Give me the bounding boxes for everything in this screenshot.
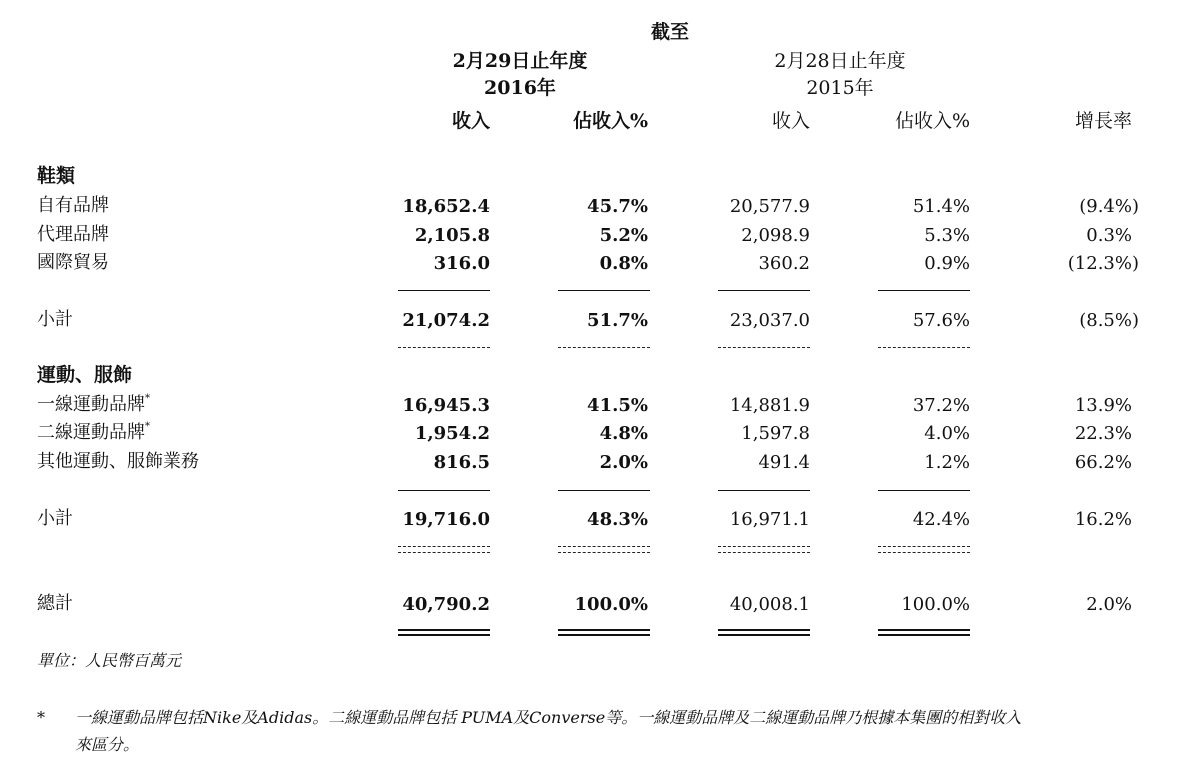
pct-2016: 41.5% [587, 395, 648, 416]
unit-note: 單位：人民幣百萬元 [37, 651, 182, 670]
revenue-2016: 316.0 [433, 253, 490, 274]
rule [398, 490, 490, 491]
double-rule [398, 629, 490, 631]
rule [718, 290, 810, 291]
period-2015-label: 2月28日止年度 [774, 50, 906, 72]
revenue-2015: 14,881.9 [729, 395, 810, 416]
row-label: 總計 [37, 593, 73, 614]
pct-2015: 100.0% [901, 594, 970, 615]
double-rule [558, 629, 650, 631]
footnote-line-2: 來區分。 [75, 735, 140, 754]
row-label: 小計 [37, 508, 73, 529]
revenue-2016: 21,074.2 [402, 310, 490, 331]
row-label: 代理品牌 [37, 224, 109, 245]
pct-2016: 45.7% [587, 196, 648, 217]
pct-2016: 2.0% [599, 452, 648, 473]
revenue-2016: 16,945.3 [402, 395, 490, 416]
as-of-header: 截至 [650, 21, 689, 43]
revenue-2015: 23,037.0 [729, 310, 810, 331]
footnote-mark: * [145, 393, 150, 404]
rule [558, 490, 650, 491]
growth-rate: (8.5%) [1079, 310, 1139, 331]
dashed-rule [718, 347, 810, 348]
dashed-rule [558, 546, 650, 547]
dashed-rule [398, 552, 490, 553]
rule [398, 290, 490, 291]
footnote-mark: * [37, 708, 45, 727]
period-2015-year: 2015年 [806, 77, 874, 99]
pct-2016: 0.8% [599, 253, 648, 274]
double-rule [718, 629, 810, 631]
revenue-2015: 1,597.8 [741, 423, 810, 444]
pct-2015: 42.4% [912, 509, 970, 530]
dashed-rule [718, 546, 810, 547]
dashed-rule [878, 546, 970, 547]
col-header-revenue-2015: 收入 [771, 110, 810, 132]
growth-rate: 16.2% [1074, 509, 1132, 530]
revenue-2016: 19,716.0 [402, 509, 490, 530]
double-rule [558, 634, 650, 636]
revenue-2015: 360.2 [758, 253, 810, 274]
double-rule [878, 634, 970, 636]
revenue-2015: 40,008.1 [729, 594, 810, 615]
row-label: 小計 [37, 309, 73, 330]
revenue-2016: 816.5 [433, 452, 490, 473]
double-rule [718, 634, 810, 636]
section-title-footwear: 鞋類 [37, 165, 76, 187]
revenue-2015: 2,098.9 [741, 225, 810, 246]
revenue-2015: 16,971.1 [729, 509, 810, 530]
row-label [37, 421, 150, 443]
revenue-2015: 20,577.9 [729, 196, 810, 217]
revenue-2016: 18,652.4 [402, 196, 490, 217]
col-header-pct-2016: 佔收入% [572, 110, 648, 132]
pct-2016: 4.8% [599, 423, 648, 444]
section-title-sportswear: 運動、服飾 [37, 364, 133, 386]
revenue-2016: 40,790.2 [402, 594, 490, 615]
pct-2015: 0.9% [924, 253, 970, 274]
revenue-2016: 1,954.2 [414, 423, 490, 444]
dashed-rule [558, 552, 650, 553]
revenue-2015: 491.4 [758, 452, 810, 473]
rule [558, 290, 650, 291]
footnote-line-1: 一線運動品牌包括Nike及Adidas。二線運動品牌包括 PUMA及Converse等。一線運動品牌及二線運動品牌乃根據本集團的相對收入 [75, 708, 1022, 727]
pct-2015: 4.0% [924, 423, 970, 444]
rule [878, 290, 970, 291]
growth-rate: (9.4%) [1079, 196, 1139, 217]
footnote-mark: * [145, 421, 150, 432]
dashed-rule [398, 546, 490, 547]
pct-2015: 1.2% [924, 452, 970, 473]
double-rule [398, 634, 490, 636]
row-label [37, 393, 150, 415]
period-2016-label: 2月29日止年度 [452, 50, 588, 72]
rule [718, 490, 810, 491]
pct-2016: 5.2% [599, 225, 648, 246]
row-label: 其他運動、服飾業務 [37, 451, 199, 472]
col-header-pct-2015: 佔收入% [894, 110, 970, 132]
pct-2016: 100.0% [574, 594, 648, 615]
col-header-revenue-2016: 收入 [451, 110, 490, 132]
growth-rate: 13.9% [1074, 395, 1132, 416]
dashed-rule [878, 552, 970, 553]
pct-2015: 5.3% [924, 225, 970, 246]
pct-2015: 57.6% [912, 310, 970, 331]
pct-2016: 51.7% [587, 310, 648, 331]
growth-rate: (12.3%) [1067, 253, 1139, 274]
row-label: 國際貿易 [37, 252, 109, 273]
dashed-rule [878, 347, 970, 348]
growth-rate: 66.2% [1074, 452, 1132, 473]
pct-2015: 37.2% [912, 395, 970, 416]
double-rule [878, 629, 970, 631]
row-label-text: 一線運動品牌 [37, 394, 145, 415]
row-label-text: 二線運動品牌 [37, 422, 145, 443]
dashed-rule [718, 552, 810, 553]
growth-rate: 2.0% [1086, 594, 1132, 615]
dashed-rule [398, 347, 490, 348]
rule [878, 490, 970, 491]
col-header-growth: 增長率 [1074, 110, 1132, 132]
row-label: 自有品牌 [37, 195, 109, 216]
revenue-2016: 2,105.8 [414, 225, 490, 246]
growth-rate: 22.3% [1074, 423, 1132, 444]
growth-rate: 0.3% [1086, 225, 1132, 246]
pct-2016: 48.3% [587, 509, 648, 530]
pct-2015: 51.4% [912, 196, 970, 217]
period-2016-year: 2016年 [484, 77, 556, 99]
dashed-rule [558, 347, 650, 348]
